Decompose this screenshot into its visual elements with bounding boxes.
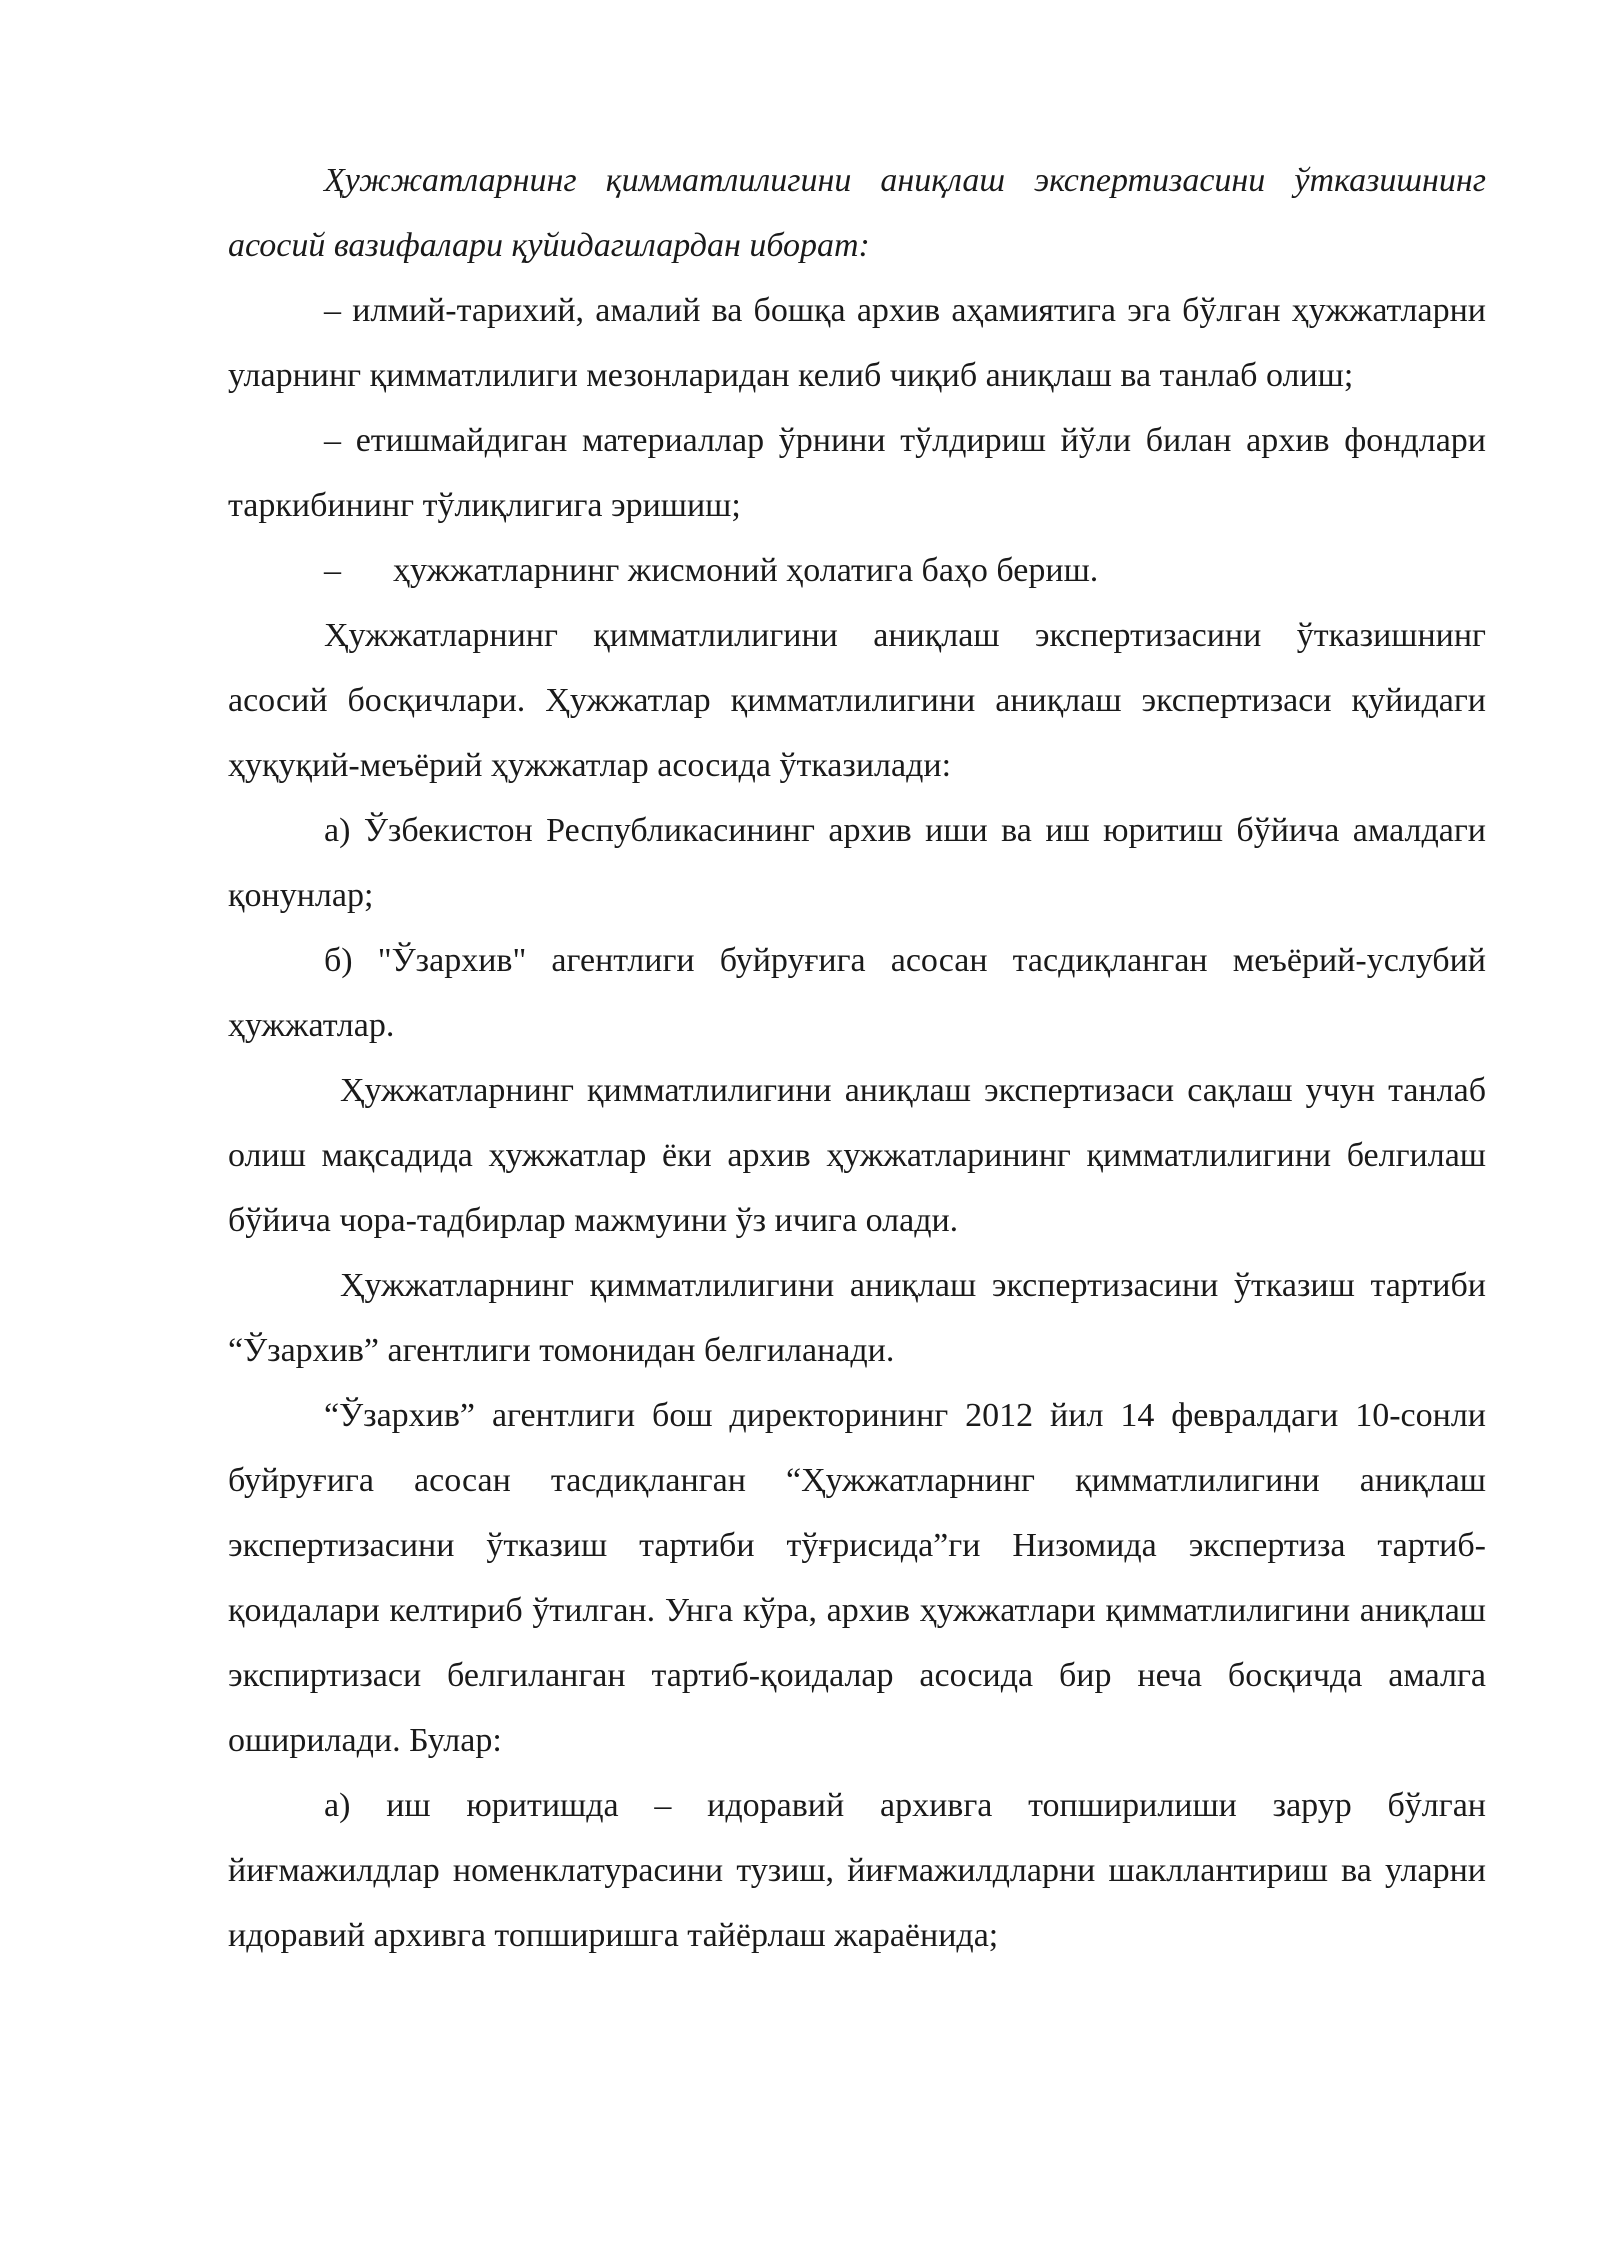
list-item-completeness: – етишмайдиган материаллар ўрнини тўлдириш йўли билан архив фондлари таркибининг тўлиқлигига эришиш;: [228, 422, 1486, 524]
paragraph-tasks-intro: Ҳужжатларнинг қимматлилигини аниқлаш экспертизасини ўтказишнинг асосий вазифалари қуйидагилардан иборат:: [228, 162, 1486, 264]
list-item-records-management: а) иш юритишда – идоравий архивга топширилиши зарур бўлган йиғмажилдлар номенклатурасини тузиш, йиғмажилдларни шакллантириш ва уларни идоравий архивга топширишга тайёрлаш жараёнида;: [228, 1787, 1486, 1954]
list-item-physical-condition-text: ҳужжатларнинг жисмоний ҳолатига баҳо бериш.: [393, 552, 1099, 589]
document-body: [228, 148, 1486, 1968]
list-item-physical-condition: [228, 538, 1486, 603]
paragraph-expertise-definition: Ҳужжатларнинг қимматлилигини аниқлаш экспертизаси сақлаш учун танлаб олиш мақсадида ҳужжатлар ёки архив ҳужжатларининг қимматлилигини белгилаш бўйича чора-тадбирлар мажмуини ўз ичига олади.: [228, 1072, 1486, 1239]
paragraph-regulation: “Ўзархив” агентлиги бош директорининг 2012 йил 14 февралдаги 10-сонли буйруғига асосан тасдиқланган “Ҳужжатларнинг қимматлилигини аниқлаш экспертизасини ўтказиш тартиби тўғрисида”ги Низомида экспертиза тартиб-қоидалари келтириб ўтилган. Унга кўра, архив ҳужжатлари қимматлилигини аниқлаш экспиртизаси белгиланган тартиб-қоидалар асосида бир неча босқичда амалга оширилади. Булар:: [228, 1397, 1486, 1759]
list-item-normative-documents: б) "Ўзархив" агентлиги буйруғига асосан тасдиқланган меъёрий-услубий ҳужжатлар.: [228, 942, 1486, 1044]
list-item-laws: а) Ўзбекистон Республикасининг архив иши ва иш юритиш бўйича амалдаги қонунлар;: [228, 812, 1486, 914]
paragraph-stages: Ҳужжатларнинг қимматлилигини аниқлаш экспертизасини ўтказишнинг асосий босқичлари. Ҳужжатлар қимматлилигини аниқлаш экспертизаси қуйидаги ҳуқуқий-меъёрий ҳужжатлар асосида ўтказилади:: [228, 617, 1486, 784]
paragraph-expertise-procedure: Ҳужжатларнинг қимматлилигини аниқлаш экспертизасини ўтказиш тартиби “Ўзархив” агентлиги томонидан белгиланади.: [228, 1267, 1486, 1369]
dash-marker: –: [324, 552, 341, 589]
list-item-selection: – илмий-тарихий, амалий ва бошқа архив аҳамиятига эга бўлган ҳужжатларни уларнинг қимматлилиги мезонларидан келиб чиқиб аниқлаш ва танлаб олиш;: [228, 292, 1486, 394]
